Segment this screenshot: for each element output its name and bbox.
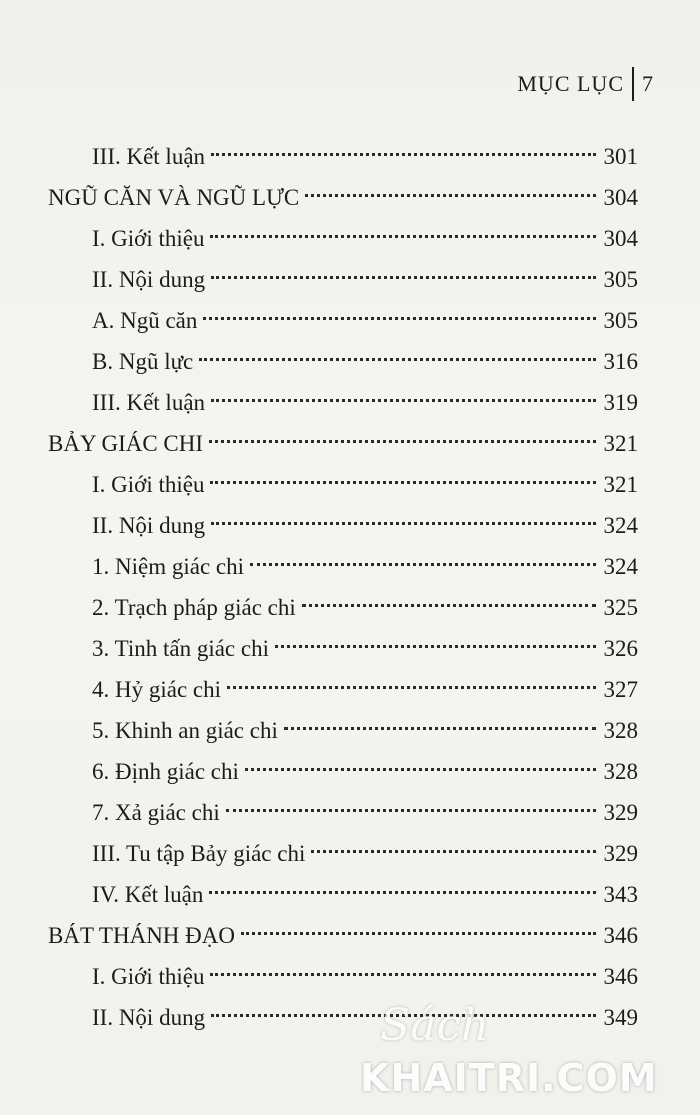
toc-entry-page: 321 (603, 472, 638, 497)
toc-entry-page: 316 (603, 349, 638, 374)
toc-entry (92, 130, 638, 169)
toc-entry-label: 5. Khinh an giác chi (92, 718, 278, 743)
toc-entry-label: III. Tu tập Bảy giác chi (92, 841, 306, 866)
toc-entry-label: I. Giới thiệu (92, 226, 205, 251)
toc-entry-label: 6. Định giác chi (92, 759, 239, 784)
watermark-script: Sách (380, 1000, 490, 1051)
toc-entry-label: IV. Kết luận (92, 882, 204, 907)
toc-leader-dots (305, 171, 599, 205)
toc-entry (92, 376, 638, 415)
toc-entry (92, 335, 638, 374)
toc-entry (92, 786, 638, 825)
toc-entry-page: 321 (603, 431, 638, 456)
toc-entry-page: 325 (603, 595, 638, 620)
toc-leader-dots (275, 622, 600, 656)
toc-entry (48, 417, 638, 456)
header-divider (632, 67, 634, 101)
toc-entry-page: 329 (603, 800, 638, 825)
toc-entry (92, 581, 638, 620)
toc-leader-dots (311, 827, 599, 861)
toc-entry (92, 868, 638, 907)
toc-entry-label: III. Kết luận (92, 390, 206, 415)
toc-leader-dots (210, 950, 599, 984)
toc-entry-page: 304 (603, 185, 638, 210)
toc-leader-dots (199, 335, 599, 369)
toc-entry-page: 301 (603, 144, 638, 169)
toc-leader-dots (226, 786, 600, 820)
toc-entry-label: A. Ngũ căn (92, 308, 198, 333)
toc-entry-page: 304 (603, 226, 638, 251)
toc-leader-dots (209, 417, 599, 451)
toc-leader-dots (241, 909, 600, 943)
toc-entry-label: I. Giới thiệu (92, 472, 205, 497)
toc-leader-dots (209, 868, 599, 902)
toc-entry (92, 663, 638, 702)
toc-entry (92, 704, 638, 743)
watermark-brand: KHAITRI.COM (360, 1056, 658, 1100)
toc-entry-page: 319 (603, 390, 638, 415)
toc-leader-dots (203, 294, 599, 328)
toc-entry-page: 328 (603, 759, 638, 784)
toc-entry-label: 7. Xả giác chi (92, 800, 220, 825)
toc-entry (92, 745, 638, 784)
toc-leader-dots (211, 130, 599, 164)
toc-entry (48, 909, 638, 948)
toc-entry-label: 2. Trạch pháp giác chi (92, 595, 296, 620)
toc-entry-label: III. Kết luận (92, 144, 206, 169)
toc-leader-dots (211, 376, 599, 410)
toc-entry-label: B. Ngũ lực (92, 349, 194, 374)
toc-entry-page: 346 (603, 923, 638, 948)
toc-entry-label: 1. Niệm giác chi (92, 554, 245, 579)
toc-entry-label: II. Nội dung (92, 1005, 206, 1030)
toc-leader-dots (227, 663, 599, 697)
toc-entry (92, 622, 638, 661)
toc-entry-page: 343 (603, 882, 638, 907)
toc-leader-dots (302, 581, 600, 615)
toc-entry (92, 294, 638, 333)
toc-leader-dots (250, 540, 599, 574)
toc-entry (92, 950, 638, 989)
toc-leader-dots (210, 212, 599, 246)
toc-entry-label: BẢY GIÁC CHI (48, 431, 204, 456)
toc-entry (48, 171, 638, 210)
watermark-logo (360, 1000, 690, 1110)
toc-entry-page: 327 (603, 677, 638, 702)
toc-entry-label: II. Nội dung (92, 513, 206, 538)
toc-entry-page: 326 (603, 636, 638, 661)
toc-entry-label: 3. Tinh tấn giác chi (92, 636, 269, 661)
toc-entry-label: BÁT THÁNH ĐẠO (48, 923, 235, 948)
toc-entry (92, 540, 638, 579)
toc-leader-dots (210, 458, 599, 492)
toc-entry (92, 458, 638, 497)
toc-entry-label: II. Nội dung (92, 267, 206, 292)
toc-entry-page: 324 (603, 554, 638, 579)
toc-entry-page: 328 (603, 718, 638, 743)
toc-entry (92, 253, 638, 292)
toc-entry-page: 349 (603, 1005, 638, 1030)
toc-leader-dots (284, 704, 600, 738)
page-header (517, 64, 654, 104)
toc-entry-label: I. Giới thiệu (92, 964, 205, 989)
page-number: 7 (642, 71, 654, 96)
toc-leader-dots (211, 499, 599, 533)
toc-leader-dots (211, 253, 599, 287)
toc-entry (92, 499, 638, 538)
section-title: MỤC LỤC (517, 71, 624, 96)
toc-entry (92, 212, 638, 251)
toc-entry-page: 305 (603, 267, 638, 292)
toc-entry (92, 827, 638, 866)
toc-entry-page: 305 (603, 308, 638, 333)
toc-entry-page: 346 (603, 964, 638, 989)
toc-entry-label: NGŨ CĂN VÀ NGŨ LỰC (48, 185, 300, 210)
toc-leader-dots (245, 745, 600, 779)
toc-entry-label: 4. Hỷ giác chi (92, 677, 222, 702)
toc-entry-page: 324 (603, 513, 638, 538)
toc-entry-page: 329 (603, 841, 638, 866)
